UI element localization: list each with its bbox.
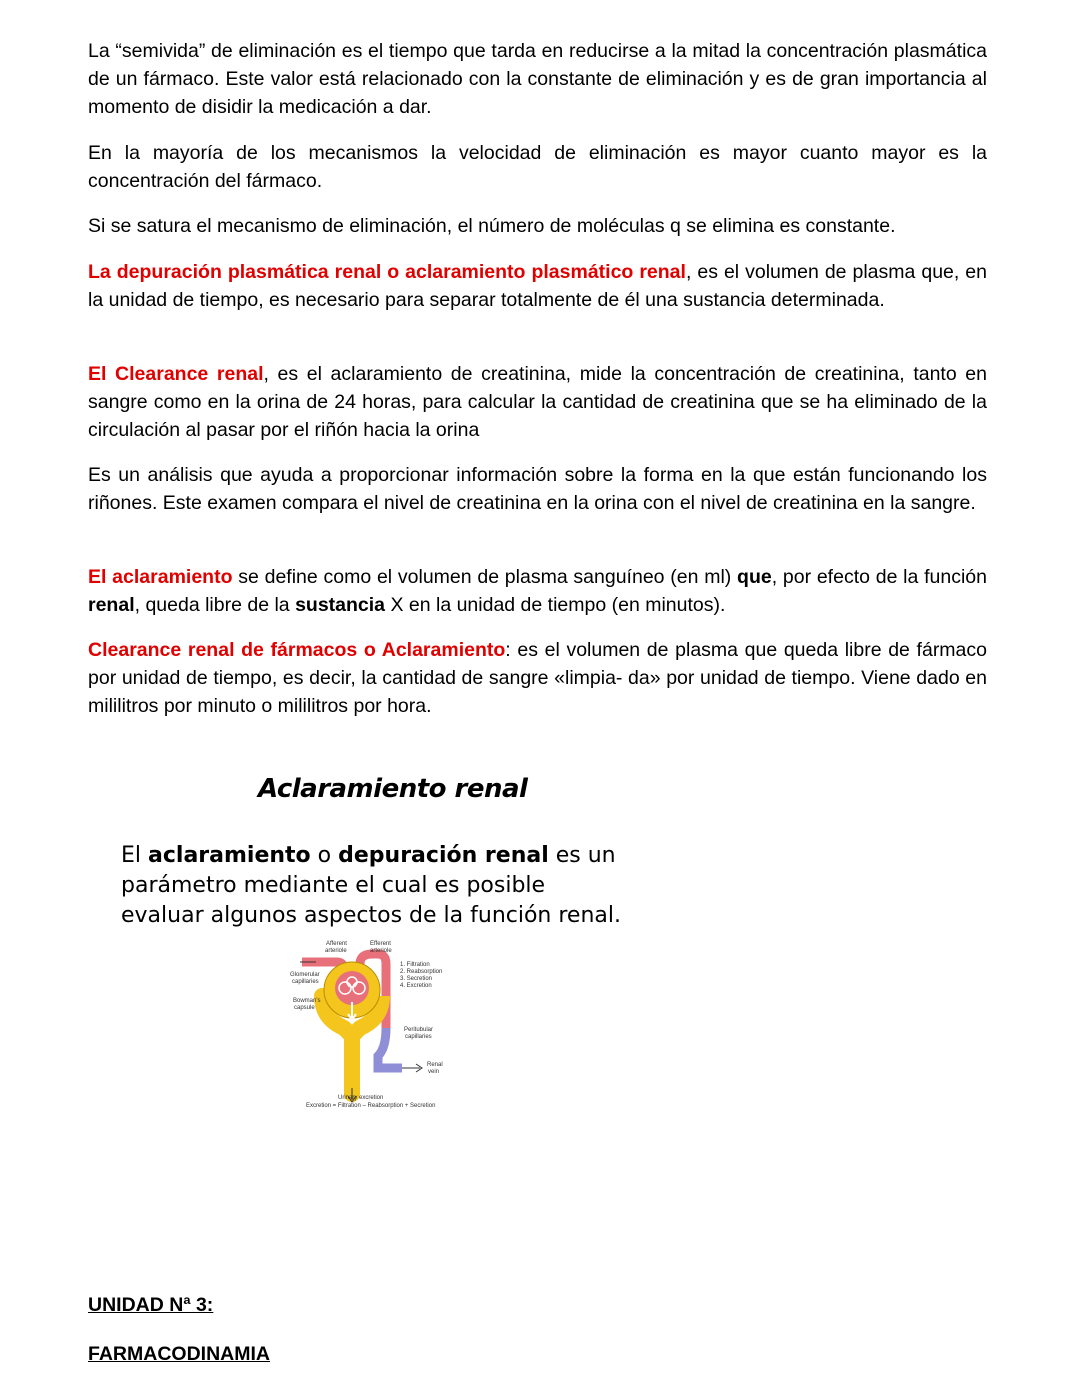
label-afferent: Afferent xyxy=(326,941,347,947)
text-depuracion: , es el volumen de plasma que, en la unidad de tiempo, es necesario para separar totalmente de él una sustancia determinada. xyxy=(88,261,987,311)
label-step-1: 1. Filtration xyxy=(400,962,430,968)
slide-t2: aclaramiento xyxy=(148,843,311,868)
label-step-3: 3. Secretion xyxy=(400,976,433,982)
label-renal-vein: Renal xyxy=(427,1062,443,1068)
slide-t5: es un parámetro mediante el cual es posible evaluar algunos aspectos de la función renal. xyxy=(121,843,621,928)
paragraph-analisis: Es un análisis que ayuda a proporcionar información sobre la forma en la que están funcionando los riñones. Este examen compara el nivel de creatinina en la orina con el nivel de creatinina en la sangre. xyxy=(88,464,987,514)
text-sustancia: sustancia xyxy=(295,594,386,616)
paragraph-clearance-farmacos xyxy=(88,636,987,720)
label-efferent: Efferent xyxy=(370,941,391,947)
peritubular-capillaries xyxy=(378,1028,402,1068)
label-equation: Excretion = Filtration – Reabsorption + Secretion xyxy=(306,1103,436,1109)
slide-t4: depuración renal xyxy=(338,843,549,868)
paragraph-clearance xyxy=(88,360,987,444)
term-aclaramiento: El aclaramiento xyxy=(88,566,233,588)
label-step-4: 4. Excretion xyxy=(400,983,432,989)
slide-t1: El xyxy=(121,843,149,868)
text-renal: renal xyxy=(88,594,135,616)
label-afferent-2: arteriole xyxy=(325,948,347,954)
label-renal-vein-2: vein xyxy=(428,1069,440,1075)
text-b: , por efecto de la función xyxy=(771,566,987,588)
paragraph-aclaramiento xyxy=(88,563,987,619)
slide-t3: o xyxy=(310,843,339,868)
text-a: se define como el volumen de plasma sanguíneo (en ml) xyxy=(232,566,738,588)
text-clearance-farmacos: : es el volumen de plasma que queda libre de fármaco por unidad de tiempo, es decir, la cantidad de sangre «limpia- da» por unidad de tiempo. Viene dado en mililitros por minuto o mililitros por hora. xyxy=(88,639,987,717)
label-bowman: Bowman's xyxy=(293,998,321,1004)
label-step-2: 2. Reabsorption xyxy=(400,969,443,975)
label-peritubular: Peritubular xyxy=(404,1027,434,1033)
glomerulus xyxy=(335,971,369,1005)
slide-text xyxy=(121,841,621,931)
label-bowman-2: capsule xyxy=(294,1005,315,1011)
heading-farmacodinamia: FARMACODINAMIA xyxy=(88,1343,270,1365)
paragraph-velocidad: En la mayoría de los mecanismos la velocidad de eliminación es mayor cuanto mayor es la concentración del fármaco. xyxy=(88,142,987,192)
paragraph-saturacion: Si se satura el mecanismo de eliminación, el número de moléculas q se elimina es constante. xyxy=(88,215,896,237)
term-depuracion: La depuración plasmática renal o aclaramiento plasmático renal xyxy=(88,261,686,283)
slide-title: Aclaramiento renal xyxy=(258,774,528,804)
label-peritubular-2: capillaries xyxy=(405,1034,432,1040)
term-clearance: El Clearance renal xyxy=(88,363,264,385)
term-clearance-farmacos: Clearance renal de fármacos o Aclaramiento xyxy=(88,639,506,661)
paragraph-semivida: La “semivida” de eliminación es el tiempo que tarda en reducirse a la mitad la concentración plasmática de un fármaco. Este valor está relacionado con la constante de eliminación y es de gran importancia al momento de disidir la medicación a dar. xyxy=(88,40,987,118)
text-que: que xyxy=(737,566,772,588)
text-d: X en la unidad de tiempo (en minutos). xyxy=(385,594,726,616)
paragraph-depuracion xyxy=(88,258,987,314)
label-glomerular-2: capillaries xyxy=(292,979,319,985)
label-urinary: Urinary excretion xyxy=(338,1095,384,1101)
text-clearance: , es el aclaramiento de creatinina, mide la concentración de creatinina, tanto en sangre como en la orina de 24 horas, para calcular la cantidad de creatinina que se ha eliminado de la circulación al pasar por el riñón hacia la orina xyxy=(88,363,987,441)
nephron-diagram xyxy=(282,938,472,1114)
label-efferent-2: arteriole xyxy=(370,948,392,954)
label-glomerular: Glomerular xyxy=(290,972,320,978)
heading-unidad: UNIDAD Nª 3: xyxy=(88,1294,214,1316)
text-c: , queda libre de la xyxy=(134,594,296,616)
